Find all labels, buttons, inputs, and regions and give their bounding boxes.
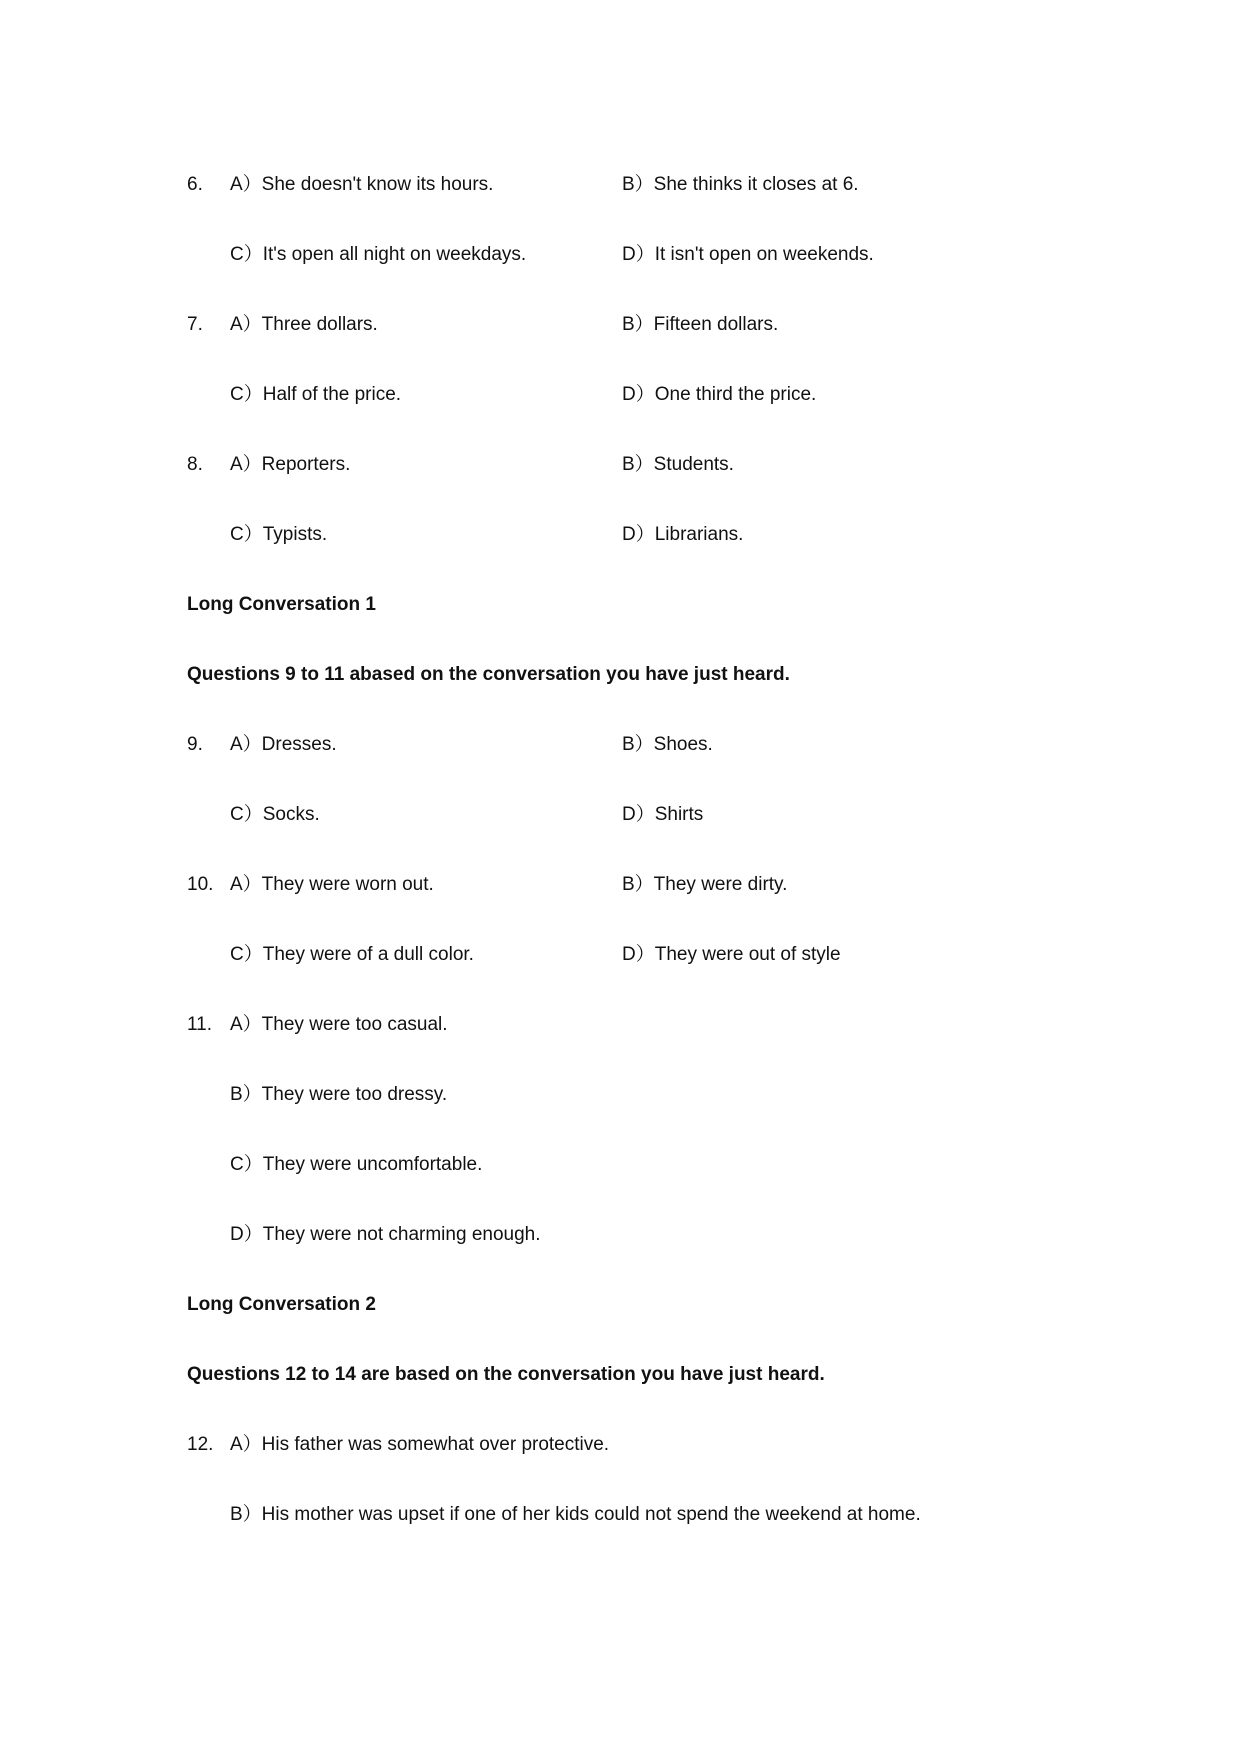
section-instruction: Questions 9 to 11 abased on the conversation you have just heard. [187,664,790,685]
option-a: A）His father was somewhat over protective. [230,1434,610,1455]
question-number: 8. [187,454,203,475]
option-a: A）Three dollars. [230,314,378,335]
section-title: Long Conversation 2 [187,1294,376,1315]
option-a: A）She doesn't know its hours. [230,174,494,195]
option-b: B）They were dirty. [622,874,788,895]
question-number: 10. [187,874,214,895]
question-number: 6. [187,174,203,195]
option-b: B）His mother was upset if one of her kids could not spend the weekend at home. [230,1504,921,1525]
question-number: 9. [187,734,203,755]
option-b: B）She thinks it closes at 6. [622,174,859,195]
option-b: B）They were too dressy. [230,1084,448,1105]
option-d: D）Librarians. [622,524,744,545]
option-b: B）Fifteen dollars. [622,314,779,335]
question-number: 12. [187,1434,214,1455]
option-c: C）It's open all night on weekdays. [230,244,527,265]
question-number: 11. [187,1014,213,1035]
option-d: D）They were out of style [622,944,841,965]
option-d: D）Shirts [622,804,704,825]
option-a: A）Dresses. [230,734,337,755]
option-b: B）Students. [622,454,734,475]
option-c: C）Socks. [230,804,320,825]
option-d: D）They were not charming enough. [230,1224,541,1245]
option-d: D）One third the price. [622,384,817,405]
section-instruction: Questions 12 to 14 are based on the conversation you have just heard. [187,1364,825,1385]
option-c: C）They were uncomfortable. [230,1154,483,1175]
option-b: B）Shoes. [622,734,713,755]
option-a: A）They were worn out. [230,874,434,895]
option-c: C）They were of a dull color. [230,944,474,965]
option-d: D）It isn't open on weekends. [622,244,874,265]
option-c: C）Half of the price. [230,384,402,405]
option-a: A）Reporters. [230,454,351,475]
option-c: C）Typists. [230,524,328,545]
option-a: A）They were too casual. [230,1014,448,1035]
question-number: 7. [187,314,203,335]
section-title: Long Conversation 1 [187,594,376,615]
